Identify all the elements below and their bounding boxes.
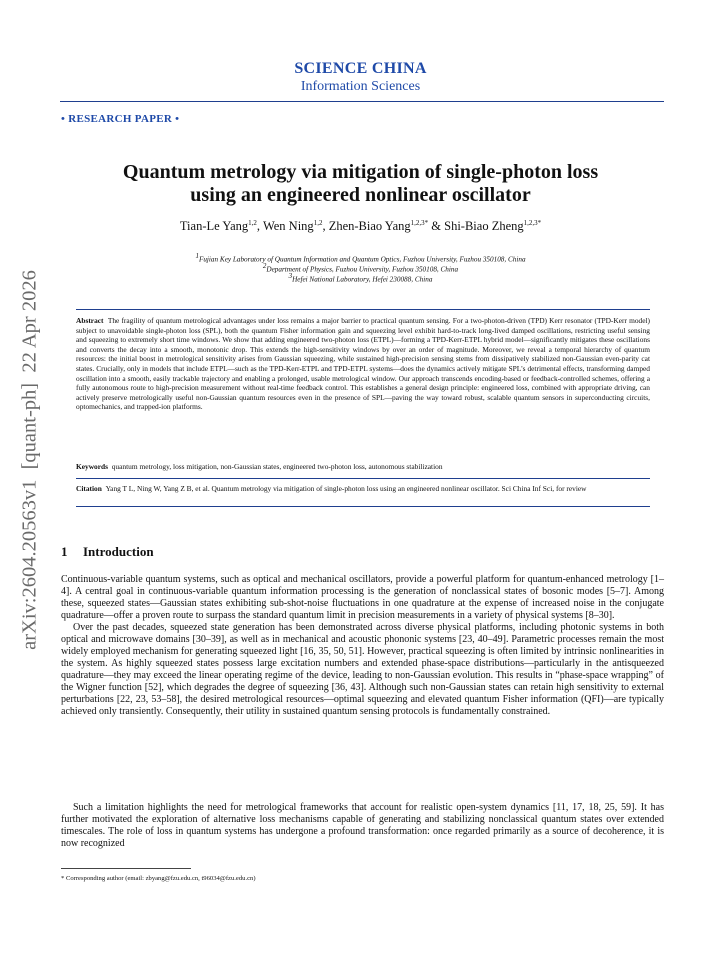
citation (76, 484, 650, 494)
affiliation-3 (60, 271, 661, 284)
author-affil-marker: 1,2,3* (523, 219, 542, 227)
author: Wen Ning (262, 219, 314, 234)
abstract-text: The fragility of quantum metrological advantages under loss remains a major barrier to practical quantum sensing. For a two-photon-driven (TPD) Kerr resonator (TPD-Kerr model) subject to unavoidable single-photon loss (SPL), both the quantum Fisher information gain and squeezing level exhibit hard-to-track long-lived damped oscillations, restricting useful sensing and squeezing to extremely short time windows. We show that adding engineered two-photon loss (ETPL)—forming a TPD-Kerr-ETPL hybrid model—significantly mitigates these oscillations and converts the decay into a smooth, monotonic drop. This extends the high-sensitivity windows by over an order of magnitude. Moreover, we reveal a temporal hierarchy of quantum resources: the initial boost in metrological sensitivity arises from Gaussian squeezing, while sustained high-precision sensing stems from dissipatively stabilized non-Gaussian even-parity cat states. Crucially, only in models that include ETPL—such as the TPD-Kerr-ETPL and TPD-ETPL systems—does the dynamics actively mitigate SPL's detrimental effects, transforming damped oscillation into a smooth, easily trackable trajectory and enabling a prolonged, usable metrological window. Our approach transcends encoding-based or feedback-controlled schemes, offering a fully autonomous route to high-precision measurement without real-time feedback control. This establishes a general design principle: engineered loss, combined with appropriate driving, can actively preserve metrologically useful non-Gaussian quantum resources even in the presence of SPL—paving the way toward robust, scalable quantum sensors in superconducting circuits, optomechanics, and trapped-ion platforms. (76, 316, 651, 412)
keywords-label: Keywords (76, 462, 109, 471)
paragraph-3: Such a limitation highlights the need for metrological frameworks that account for realistic open-system dynamics [11, 17, 18, 25, 59]. It has further motivated the exploration of alternative loss mechanisms capable of generating and stabilizing nonclassical quantum states over extended timescales. The role of loss in quantum systems has undergone a profound transformation: once regarded primarily as a source of decoherence, it is now recognized (61, 802, 664, 850)
author: Zhen-Biao Yang (328, 219, 411, 234)
paragraph-1: Continuous-variable quantum systems, such as optical and mechanical oscillators, provide a powerful platform for quantum-enhanced metrology [1–4]. A central goal in continuous-variable quantum information processing is the generation of nonclassical states of bosonic modes [5–7]. Among these, squeezed states—Gaussian states exhibiting sub-shot-noise fluctuations in one quadrature at the expense of increased noise in the conjugate quadrature—offer a proven route to surpass the standard quantum limit in precision measurements in a variety of physical systems [8–30]. (61, 574, 664, 622)
title-line-1: Quantum metrology via mitigation of single-photon loss (122, 161, 599, 183)
abstract-label: Abstract (76, 316, 104, 325)
affiliation-text: Hefei National Laboratory, Hefei 230088, China (292, 275, 433, 284)
arxiv-id: arXiv:2604.20563v1 [quant-ph] 22 Apr 2026 (18, 270, 40, 650)
abstract (76, 316, 650, 412)
affiliation-text: Department of Physics, Fuzhou University, Fuzhou 350108, China (266, 265, 459, 274)
article-type: • RESEARCH PAPER • (61, 113, 180, 125)
abstract-bottom-rule (76, 506, 650, 507)
affiliation-marker: 3 (288, 272, 293, 280)
abstract-top-rule (76, 309, 650, 310)
author-affil-marker: 1,2 (313, 219, 323, 227)
author-affil-marker: 1,2 (248, 219, 257, 227)
section-number: 1 (61, 544, 68, 559)
keywords (76, 462, 650, 472)
paper-title (60, 161, 661, 207)
affiliation-text: Fujian Key Laboratory of Quantum Information and Quantum Optics, Fuzhou University, Fuzhou 350108, China (198, 255, 526, 264)
author-separator: , (256, 219, 263, 234)
keywords-rule (76, 478, 650, 479)
author-separator: , (322, 219, 329, 234)
citation-label: Citation (76, 484, 102, 493)
footnote-rule (61, 868, 191, 869)
arxiv-stamp (12, 255, 47, 665)
citation-text: Yang T L, Ning W, Yang Z B, et al. Quantum metrology via mitigation of single-photon loss using an engineered nonlinear oscillator. Sci China Inf Sci, for review (105, 484, 587, 493)
affiliation-marker: 2 (262, 262, 267, 270)
journal-name: SCIENCE CHINA (294, 60, 427, 77)
keywords-text: quantum metrology, loss mitigation, non-Gaussian states, engineered two-photon loss, autonomous stabilization (111, 462, 443, 471)
journal-section: Information Sciences (300, 79, 421, 94)
author-list (60, 219, 661, 234)
affiliation-marker: 1 (195, 252, 199, 260)
section-heading (61, 544, 154, 560)
paragraph-2: Over the past decades, squeezed state generation has been demonstrated across diverse physical platforms, including photonic systems in both optical and microwave domains [30–39], as well as in mechanical and acoustic phononic systems [23, 40–49]. Parametric processes remain the most widely employed mechanism for generating squeezed light [16, 35, 50, 51]. However, practical squeezing is often limited by intrinsic nonlinearities in the system. As highly squeezed states possess large excitation numbers and extended phase-space distributions—particularly in the antisqueezed quadrature—they may exceed the linear operating regime of the device, leading to non-Gaussian evolution. This results in “phase-space wrapping” of the Wigner function [52], which degrades the degree of squeezing [36, 43]. Although such non-Gaussian states can retain high sensitivity to external perturbations [22, 23, 53–58], the desired metrological resources—optimal squeezing and elevated quantum Fisher information (QFI)—are typically achieved only transiently. Consequently, their utility in sustained quantum sensing protocols is fundamentally constrained. (61, 622, 664, 718)
author-affil-marker: 1,2,3* (410, 219, 429, 227)
title-line-2: using an engineered nonlinear oscillator (190, 184, 531, 206)
author-separator: & (428, 219, 445, 234)
author: Tian-Le Yang (179, 219, 249, 234)
author: Shi-Biao Zheng (444, 219, 524, 234)
section-title: Introduction (83, 544, 154, 559)
footnote: * Corresponding author (email: zbyang@fzu.edu.cn, t96034@fzu.edu.cn) (61, 875, 256, 882)
header-rule (60, 101, 664, 102)
